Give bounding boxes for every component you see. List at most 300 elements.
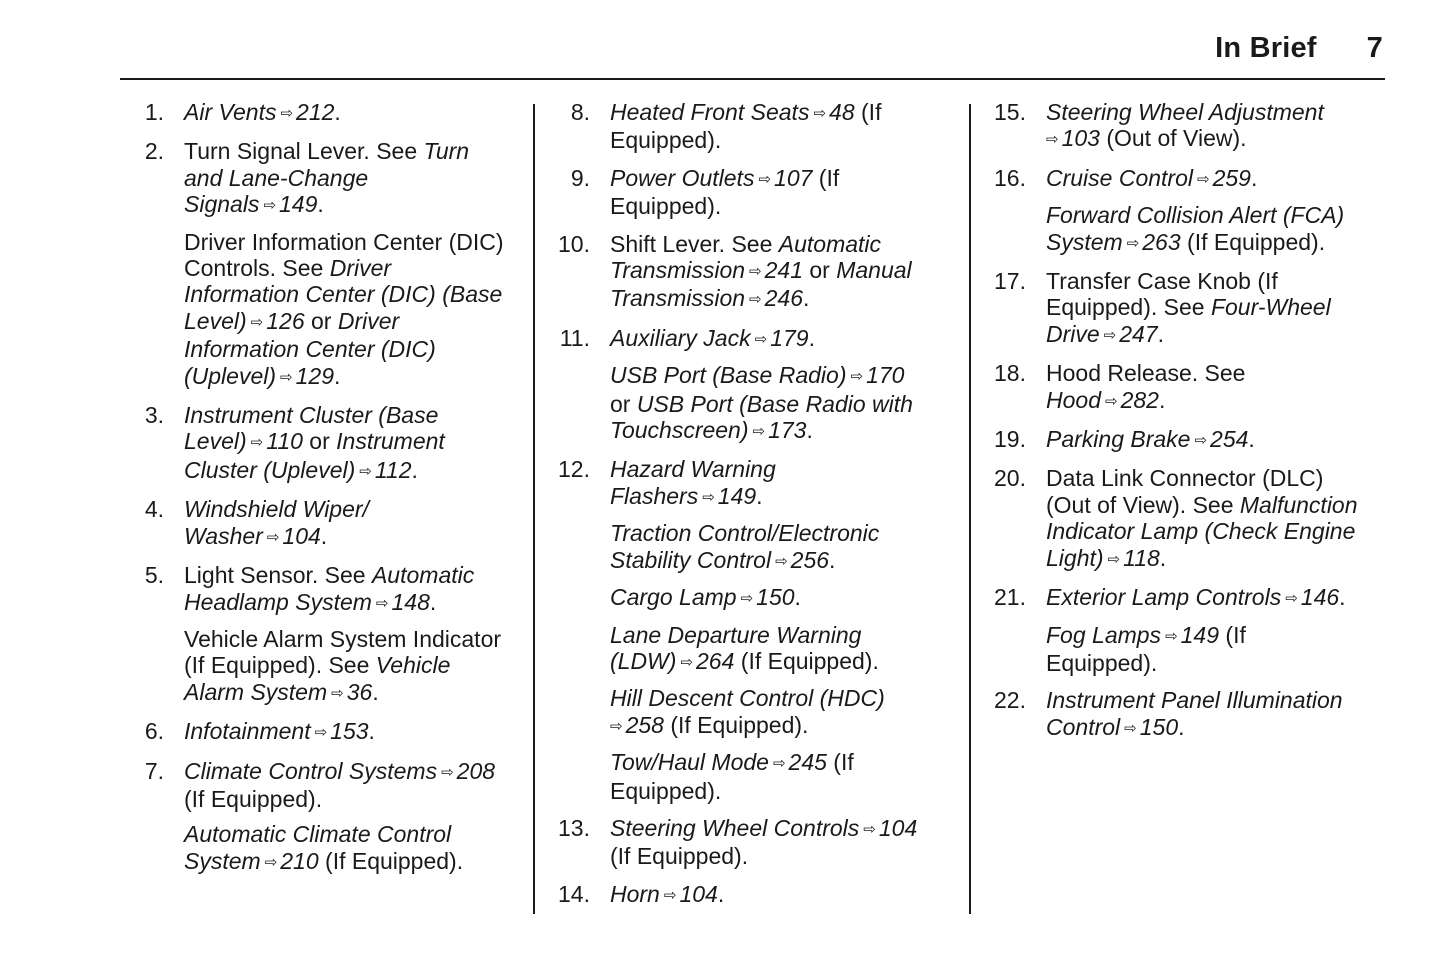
entry-number: 18.	[994, 360, 1026, 387]
entry-line	[184, 523, 525, 551]
entry-line	[610, 165, 961, 193]
page-ref-arrow-icon: ⇨	[749, 263, 762, 281]
entry-text: Equipped).	[610, 777, 722, 804]
reference-text: (Uplevel)	[184, 362, 277, 389]
index-subentry	[556, 520, 961, 575]
entry-number: 3.	[144, 402, 164, 429]
reference-text: 173	[768, 417, 807, 444]
index-subentry	[130, 626, 525, 707]
reference-text: 210	[280, 847, 319, 874]
reference-text: Light)	[1046, 544, 1104, 571]
reference-text: Auxiliary Jack	[610, 324, 751, 351]
entry-text: (If Equipped).	[663, 711, 809, 738]
entry-line	[610, 391, 961, 417]
entry-number: 15.	[994, 99, 1026, 125]
entry-line	[610, 456, 961, 482]
entry-text: Equipped).	[610, 193, 722, 220]
index-entry	[556, 881, 961, 909]
entry-text: .	[808, 324, 815, 351]
reference-text: Washer	[184, 522, 263, 549]
entry-number: 22.	[994, 687, 1026, 714]
entry-text: Equipped).	[610, 127, 722, 154]
entry-line	[184, 138, 525, 164]
reference-text: 170	[866, 362, 905, 389]
entry-text: .	[368, 718, 375, 745]
index-entry	[992, 99, 1387, 154]
entry-text: Hood Release. See	[1046, 360, 1246, 387]
page-ref-arrow-icon: ⇨	[863, 820, 876, 838]
reference-text: 150	[756, 584, 795, 611]
reference-text: Four-Wheel	[1210, 294, 1331, 321]
entry-text: Transfer Case Knob (If	[1046, 268, 1278, 295]
index-entry	[556, 456, 961, 511]
entry-line	[184, 457, 525, 485]
reference-text: Automatic Climate Control	[184, 821, 452, 848]
page-ref-arrow-icon: ⇨	[772, 755, 786, 773]
reference-text: 246	[764, 285, 803, 312]
entry-number: 1.	[144, 99, 164, 125]
reference-text: Hood	[1046, 386, 1101, 413]
reference-text: Level)	[184, 428, 247, 455]
entry-text: (If Equipped).	[1180, 228, 1326, 255]
entry-line	[610, 417, 961, 445]
entry-text: (Out of View). See	[1046, 491, 1240, 518]
entry-text: .	[1248, 426, 1255, 453]
entry-line	[1046, 714, 1387, 742]
reference-text: Power Outlets	[610, 164, 755, 191]
reference-text: System	[184, 847, 261, 874]
reference-text: 208	[456, 757, 496, 784]
reference-text: Automatic	[371, 562, 475, 589]
reference-text: 146	[1300, 584, 1340, 611]
entry-line	[610, 712, 961, 740]
entry-line	[1046, 584, 1387, 612]
entry-text: Vehicle Alarm System Indicator	[184, 625, 502, 652]
reference-text: Turn	[423, 138, 470, 165]
entry-line	[1046, 518, 1387, 544]
entry-text: .	[1159, 544, 1167, 571]
entry-text: .	[429, 588, 437, 615]
reference-text: 107	[774, 164, 813, 191]
entry-line	[610, 325, 961, 353]
page-ref-arrow-icon: ⇨	[263, 197, 277, 215]
reference-text: Information Center (DIC)	[184, 336, 436, 363]
reference-text: Fog Lamps	[1046, 621, 1162, 648]
reference-text: Instrument	[336, 428, 445, 455]
entry-text: .	[1178, 713, 1185, 740]
entry-line	[1046, 360, 1387, 386]
reference-text: 247	[1119, 320, 1158, 347]
entry-line	[184, 281, 525, 307]
entry-text: .	[1158, 386, 1166, 413]
page-ref-arrow-icon: ⇨	[1107, 550, 1121, 568]
index-entry	[992, 584, 1387, 612]
reference-text: USB Port (Base Radio with	[636, 390, 913, 417]
entry-line	[1046, 99, 1387, 125]
entry-text: .	[1250, 164, 1258, 191]
entry-text: .	[411, 456, 418, 483]
entry-text: .	[372, 678, 379, 705]
entry-number: 6.	[144, 718, 164, 745]
index-entry	[130, 562, 525, 617]
page-ref-arrow-icon: ⇨	[375, 594, 389, 612]
reference-text: Level)	[184, 307, 247, 334]
entry-line	[184, 679, 525, 707]
page-ref-arrow-icon: ⇨	[1124, 719, 1137, 737]
reference-text: 103	[1061, 125, 1100, 152]
reference-text: 126	[266, 307, 305, 334]
reference-text: Cluster (Uplevel)	[184, 456, 356, 483]
entry-text: .	[333, 362, 341, 389]
reference-text: Instrument Cluster (Base	[184, 402, 439, 429]
reference-text: 282	[1120, 386, 1159, 413]
entry-line	[184, 786, 525, 812]
entry-text: (If Equipped).	[318, 847, 464, 874]
entry-number: 14.	[558, 880, 590, 907]
entry-line	[1046, 492, 1387, 518]
reference-text: Instrument Panel Illumination	[1046, 687, 1343, 714]
page-ref-arrow-icon: ⇨	[754, 330, 768, 348]
entry-text: (If Equipped).	[734, 647, 879, 674]
entry-text: or	[302, 428, 337, 455]
entry-line	[1046, 268, 1387, 294]
page-ref-arrow-icon: ⇨	[250, 434, 264, 452]
reference-text: Forward Collision Alert (FCA)	[1046, 202, 1345, 229]
reference-text: Headlamp System	[184, 588, 372, 615]
reference-text: Information Center (DIC) (Base	[184, 281, 503, 308]
reference-text: Indicator Lamp (Check Engine	[1046, 518, 1356, 545]
index-entry	[556, 325, 961, 353]
entry-line	[184, 718, 525, 746]
entry-line	[184, 99, 525, 127]
column-3	[992, 99, 1387, 753]
page-ref-arrow-icon: ⇨	[1285, 590, 1298, 608]
page-ref-arrow-icon: ⇨	[702, 488, 715, 506]
reference-text: Touchscreen)	[610, 417, 749, 444]
entry-text: (If	[812, 164, 840, 191]
page-ref-arrow-icon: ⇨	[749, 291, 762, 309]
entry-text: (If Equipped).	[184, 785, 323, 812]
section-title: In Brief	[1215, 32, 1317, 64]
entry-number: 11.	[559, 324, 590, 351]
page-ref-arrow-icon: ⇨	[1103, 326, 1117, 344]
page-ref-arrow-icon: ⇨	[663, 886, 677, 904]
page-ref-arrow-icon: ⇨	[610, 717, 623, 735]
column-2	[556, 99, 961, 920]
entry-line	[1046, 202, 1387, 228]
entry-line	[610, 881, 961, 909]
entry-number: 16.	[994, 164, 1026, 191]
entry-text: (If	[854, 99, 882, 125]
entry-line	[184, 402, 525, 428]
index-entry	[992, 687, 1387, 742]
reference-text: 104	[282, 522, 321, 549]
entry-text: Light Sensor. See	[184, 562, 372, 589]
entry-line	[610, 547, 961, 575]
entry-line	[610, 685, 961, 711]
page-ref-arrow-icon: ⇨	[1165, 627, 1178, 645]
reference-text: Steering Wheel Controls	[610, 814, 860, 841]
reference-text: 149	[717, 482, 757, 509]
entry-line	[184, 428, 525, 456]
page-ref-arrow-icon: ⇨	[264, 853, 278, 871]
entry-line	[184, 562, 525, 588]
page-ref-arrow-icon: ⇨	[758, 170, 772, 188]
entry-line	[610, 285, 961, 313]
reference-text: Lane Departure Warning	[610, 621, 862, 648]
entry-line	[184, 308, 525, 336]
entry-number: 13.	[558, 814, 590, 841]
index-subentry	[556, 749, 961, 804]
entry-number: 17.	[994, 268, 1026, 295]
entry-line	[610, 362, 961, 390]
entry-text: .	[1339, 584, 1346, 611]
reference-text: Driver	[337, 307, 400, 334]
page-ref-arrow-icon: ⇨	[359, 462, 372, 480]
entry-number: 20.	[994, 465, 1026, 492]
entry-line	[610, 749, 961, 777]
reference-text: Hill Descent Control (HDC)	[610, 685, 885, 712]
page-ref-arrow-icon: ⇨	[266, 528, 280, 546]
entry-line	[1046, 622, 1387, 650]
entry-text: Equipped).	[1046, 649, 1158, 676]
entry-line	[610, 622, 961, 648]
page-ref-arrow-icon: ⇨	[680, 653, 694, 671]
reference-text: Steering Wheel Adjustment	[1046, 99, 1324, 125]
reference-text: 256	[790, 546, 830, 573]
entry-line	[610, 778, 961, 804]
entry-line	[610, 584, 961, 612]
reference-text: 129	[295, 362, 334, 389]
index-entry	[556, 165, 961, 220]
entry-text: (If	[826, 749, 854, 776]
reference-text: 245	[788, 749, 827, 776]
index-entry	[130, 402, 525, 485]
page-number: 7	[1366, 32, 1383, 64]
entry-line	[184, 191, 525, 219]
entry-text: Shift Lever. See	[610, 230, 779, 257]
index-entry	[556, 231, 961, 314]
entry-text: .	[803, 285, 810, 312]
reference-text: Manual	[836, 257, 912, 284]
entry-text: or	[610, 390, 637, 417]
index-entry	[992, 360, 1387, 415]
entry-line	[610, 520, 961, 546]
reference-text: 118	[1123, 544, 1160, 571]
reference-text: and Lane-Change	[184, 164, 369, 191]
reference-text: Vehicle	[375, 652, 451, 679]
index-entry	[556, 815, 961, 870]
entry-text: (If Equipped).	[610, 843, 749, 870]
reference-text: Hazard Warning	[610, 456, 776, 483]
entry-number: 9.	[570, 164, 590, 191]
entry-line	[184, 229, 525, 255]
page-ref-arrow-icon: ⇨	[752, 423, 766, 441]
page-ref-arrow-icon: ⇨	[1197, 170, 1210, 188]
reference-text: 149	[279, 191, 318, 218]
entry-line	[610, 127, 961, 153]
entry-number: 2.	[144, 138, 164, 165]
reference-text: Heated Front Seats	[610, 99, 810, 125]
entry-line	[1046, 426, 1387, 454]
entry-line	[1046, 545, 1387, 573]
page-ref-arrow-icon: ⇨	[331, 684, 344, 702]
index-subentry	[556, 622, 961, 677]
reference-text: 149	[1180, 621, 1220, 648]
entry-text: .	[717, 880, 725, 907]
reference-text: 264	[696, 647, 735, 674]
reference-text: Climate Control Systems	[184, 757, 438, 784]
reference-text: 104	[878, 814, 918, 841]
entry-number: 10.	[558, 230, 590, 257]
reference-text: Drive	[1046, 320, 1100, 347]
entry-text: .	[806, 417, 813, 444]
index-entry	[992, 426, 1387, 454]
page-header	[1215, 32, 1383, 65]
entry-text: Driver Information Center (DIC)	[184, 228, 504, 255]
reference-text: Transmission	[610, 257, 746, 284]
entry-line	[610, 231, 961, 257]
entry-text: or	[803, 257, 837, 284]
entry-number: 21.	[994, 584, 1026, 611]
reference-text: Infotainment	[184, 718, 311, 745]
entry-text: or	[304, 307, 338, 334]
entry-line	[610, 99, 961, 127]
reference-text: 153	[330, 718, 369, 745]
reference-text: Automatic	[778, 230, 882, 257]
entry-text: .	[829, 546, 836, 573]
reference-text: Air Vents	[184, 99, 277, 125]
reference-text: 258	[625, 711, 664, 738]
entry-line	[1046, 229, 1387, 257]
column-1	[130, 99, 525, 887]
index-subentry	[556, 584, 961, 612]
entry-text: .	[334, 99, 341, 125]
index-subentry	[992, 622, 1387, 677]
page-ref-arrow-icon: ⇨	[250, 313, 264, 331]
reference-text: Alarm System	[184, 678, 328, 705]
entry-text: .	[1157, 320, 1165, 347]
reference-text: 150	[1139, 713, 1179, 740]
entry-text: Data Link Connector (DLC)	[1046, 465, 1324, 492]
header-rule	[120, 78, 1385, 80]
entry-line	[1046, 465, 1387, 491]
column-divider-2	[969, 104, 971, 914]
entry-line	[184, 336, 525, 362]
entry-line	[184, 652, 525, 678]
reference-text: Cruise Control	[1046, 164, 1193, 191]
index-entry	[130, 99, 525, 127]
reference-text: 254	[1210, 426, 1249, 453]
reference-text: Parking Brake	[1046, 426, 1191, 453]
reference-text: Cargo Lamp	[610, 584, 737, 611]
entry-line	[184, 821, 525, 847]
reference-text: Exterior Lamp Controls	[1046, 584, 1282, 611]
reference-text: 241	[764, 257, 803, 284]
page-ref-arrow-icon: ⇨	[1046, 131, 1059, 149]
page-ref-arrow-icon: ⇨	[813, 105, 827, 122]
index-entry	[992, 465, 1387, 573]
entry-line	[1046, 125, 1387, 153]
entry-line	[1046, 387, 1387, 415]
entry-number: 19.	[994, 426, 1026, 453]
reference-text: Windshield Wiper/	[184, 496, 369, 523]
page-ref-arrow-icon: ⇨	[441, 763, 454, 781]
entry-text: Controls. See	[184, 255, 330, 282]
index-entry	[130, 758, 525, 813]
index-entry	[992, 165, 1387, 193]
entry-line	[184, 496, 525, 522]
entry-text: .	[320, 522, 328, 549]
reference-text: 104	[679, 880, 718, 907]
entry-line	[184, 626, 525, 652]
reference-text: 48	[829, 99, 855, 125]
reference-text: Transmission	[610, 285, 746, 312]
entry-line	[184, 255, 525, 281]
page-ref-arrow-icon: ⇨	[850, 368, 864, 386]
entry-line	[1046, 650, 1387, 676]
reference-text: Tow/Haul Mode	[610, 749, 769, 776]
page-ref-arrow-icon: ⇨	[1126, 234, 1140, 252]
reference-text: Malfunction	[1239, 491, 1358, 518]
page-ref-arrow-icon: ⇨	[314, 724, 328, 742]
index-subentry	[992, 202, 1387, 257]
reference-text: 110	[266, 428, 303, 455]
entry-number: 7.	[144, 757, 164, 784]
column-divider-1	[533, 104, 535, 914]
reference-text: Control	[1046, 713, 1121, 740]
entry-line	[610, 483, 961, 511]
entry-line	[184, 165, 525, 191]
reference-text: 112	[374, 456, 412, 483]
reference-text: Traction Control/Electronic	[610, 520, 880, 547]
entry-text: Turn Signal Lever. See	[184, 138, 424, 165]
page-ref-arrow-icon: ⇨	[280, 105, 294, 122]
reference-text: 263	[1142, 228, 1181, 255]
page-ref-arrow-icon: ⇨	[775, 552, 788, 570]
index-entry	[992, 268, 1387, 349]
entry-line	[610, 193, 961, 219]
entry-text: Equipped). See	[1046, 294, 1211, 321]
entry-line	[1046, 321, 1387, 349]
entry-text: .	[317, 191, 324, 218]
reference-text: USB Port (Base Radio)	[610, 362, 847, 389]
entry-text: (If	[1219, 621, 1246, 648]
entry-text: (If Equipped). See	[184, 652, 376, 679]
entry-line	[1046, 294, 1387, 320]
reference-text: Signals	[184, 191, 260, 218]
reference-text: 179	[770, 324, 809, 351]
entry-number: 5.	[144, 562, 164, 589]
reference-text: Stability Control	[610, 546, 772, 573]
reference-text: Driver	[329, 255, 392, 282]
index-entry	[556, 99, 961, 154]
reference-text: 212	[296, 99, 335, 125]
entry-line	[184, 758, 525, 786]
reference-text: 36	[346, 678, 373, 705]
index-subentry	[130, 821, 525, 876]
entry-text: (Out of View).	[1099, 125, 1247, 152]
page-ref-arrow-icon: ⇨	[1104, 392, 1118, 410]
index-subentry	[556, 362, 961, 445]
entry-line	[1046, 165, 1387, 193]
entry-line	[1046, 687, 1387, 713]
entry-line	[184, 848, 525, 876]
entry-line	[610, 648, 961, 676]
reference-text: (LDW)	[610, 647, 677, 674]
index-entry	[130, 496, 525, 551]
entry-text: .	[756, 482, 763, 509]
